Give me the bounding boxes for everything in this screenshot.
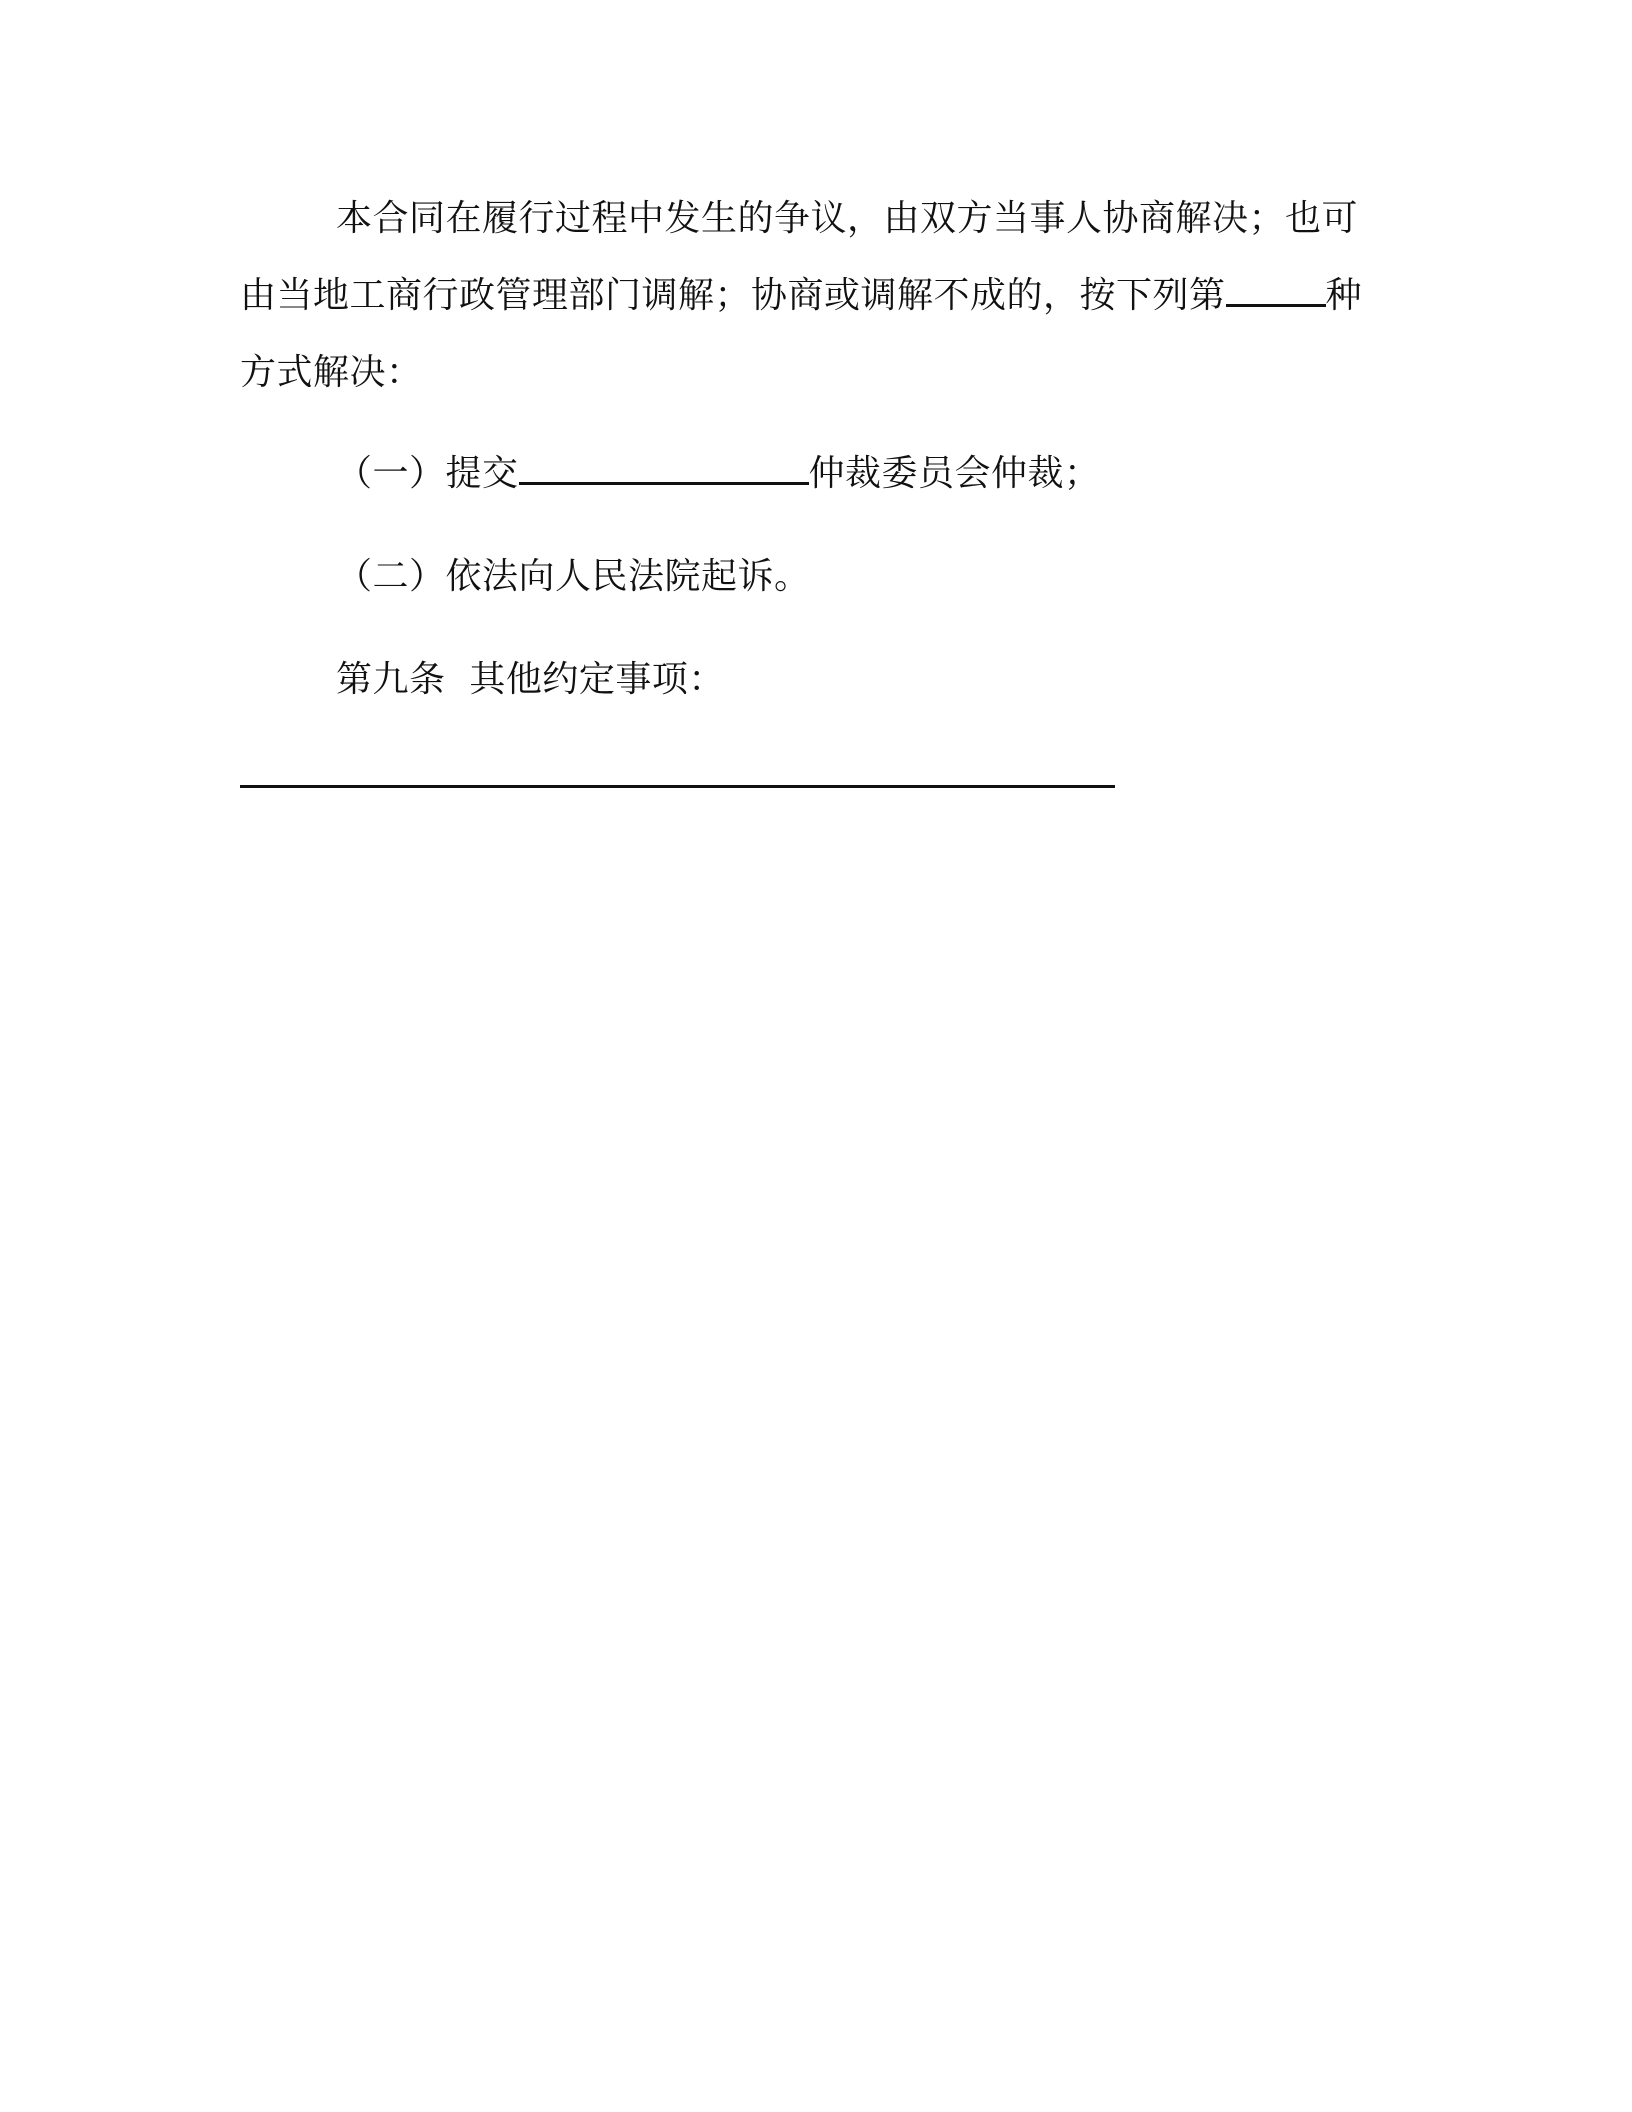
paragraph-line-3: 方式解决： (240, 352, 423, 393)
paragraph-line-2-suffix: 种 (1325, 275, 1363, 316)
method-number-blank[interactable] (1226, 274, 1326, 307)
option-one-suffix: 仲裁委员会仲裁； (808, 453, 1101, 494)
option-two-line: （二）依法向人民法院起诉。 (336, 556, 811, 597)
other-matters-blank-line[interactable] (240, 785, 1115, 788)
article-nine-heading: 第九条 其他约定事项： (336, 659, 725, 700)
paragraph-line-2-text: 由当地工商行政管理部门调解；协商或调解不成的，按下列第 (240, 275, 1226, 316)
article-nine (240, 641, 1400, 718)
option-one-prefix: （一）提交 (336, 453, 519, 494)
arbitration-committee-blank[interactable] (519, 452, 809, 485)
option-two (240, 538, 1400, 615)
paragraph-line-2 (240, 257, 1400, 334)
paragraph-line-1: 本合同在履行过程中发生的争议，由双方当事人协商解决；也可 (336, 198, 1359, 239)
option-one-line (240, 435, 1400, 512)
option-one (240, 435, 1400, 512)
dispute-resolution-paragraph (240, 180, 1400, 411)
